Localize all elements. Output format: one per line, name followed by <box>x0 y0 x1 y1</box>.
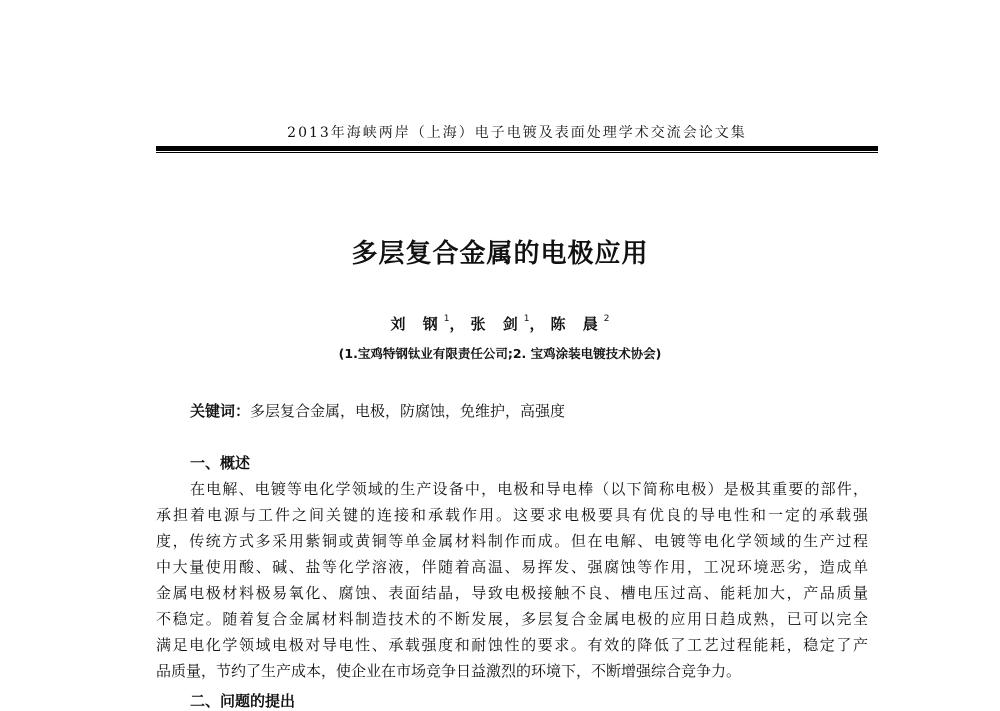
keywords-line <box>190 400 565 421</box>
section-heading: 一、概述 <box>190 454 251 472</box>
affiliations: (1.宝鸡特钢钛业有限责任公司;2. 宝鸡涂装电镀技术协会) <box>338 346 662 361</box>
author-name: 张 剑 <box>470 315 524 333</box>
author-affiliation-mark: 1 <box>443 314 450 324</box>
author-separator: ， <box>529 315 545 333</box>
paper-title: 多层复合金属的电极应用 <box>351 239 649 269</box>
paragraph-line: 中大量使用酸、碱、盐等化学溶液，伴随着高温、易挥发、强腐蚀等作用，工况环境恶劣，造成单 <box>156 558 868 576</box>
author-name: 陈 晨 <box>550 315 604 333</box>
paragraph-line: 度，传统方式多采用紫铜或黄铜等单金属材料制作而成。但在电解、电镀等电化学领域的生产过程 <box>156 532 868 550</box>
author-name: 刘 钢 <box>390 315 444 333</box>
section-heading: 二、问题的提出 <box>190 692 296 710</box>
paragraph-line: 品质量，节约了生产成本，使企业在市场竞争日益激烈的环境下，不断增强综合竞争力。 <box>156 662 742 680</box>
paragraph-line: 承担着电源与工件之间关键的连接和承载作用。这要求电极要具有优良的导电性和一定的承载强 <box>156 506 868 524</box>
keywords-text: 多层复合金属，电极，防腐蚀，免维护，高强度 <box>250 402 566 420</box>
paragraph-line: 在电解、电镀等电化学领域的生产设备中，电极和导电棒（以下简称电极）是极其重要的部件， <box>190 480 868 498</box>
paragraph-line: 满足电化学领域电极对导电性、承载强度和耐蚀性的要求。有效的降低了工艺过程能耗，稳定了产 <box>156 636 868 654</box>
header-rule-thin <box>156 152 878 153</box>
author-separator: ， <box>449 315 465 333</box>
paragraph-line: 不稳定。随着复合金属材料制造技术的不断发展，多层复合金属电极的应用日趋成熟，已可以完全 <box>156 610 868 628</box>
author-affiliation-mark: 2 <box>603 314 610 324</box>
author-list <box>0 313 1000 334</box>
keywords-label: 关键词： <box>190 402 251 420</box>
author-affiliation-mark: 1 <box>523 314 530 324</box>
running-header: 2013年海峡两岸（上海）电子电镀及表面处理学术交流会论文集 <box>287 125 747 141</box>
header-rule-thick <box>156 146 878 151</box>
paragraph-line: 金属电极材料极易氧化、腐蚀、表面结晶，导致电极接触不良、槽电压过高、能耗加大，产品质量 <box>156 584 868 602</box>
